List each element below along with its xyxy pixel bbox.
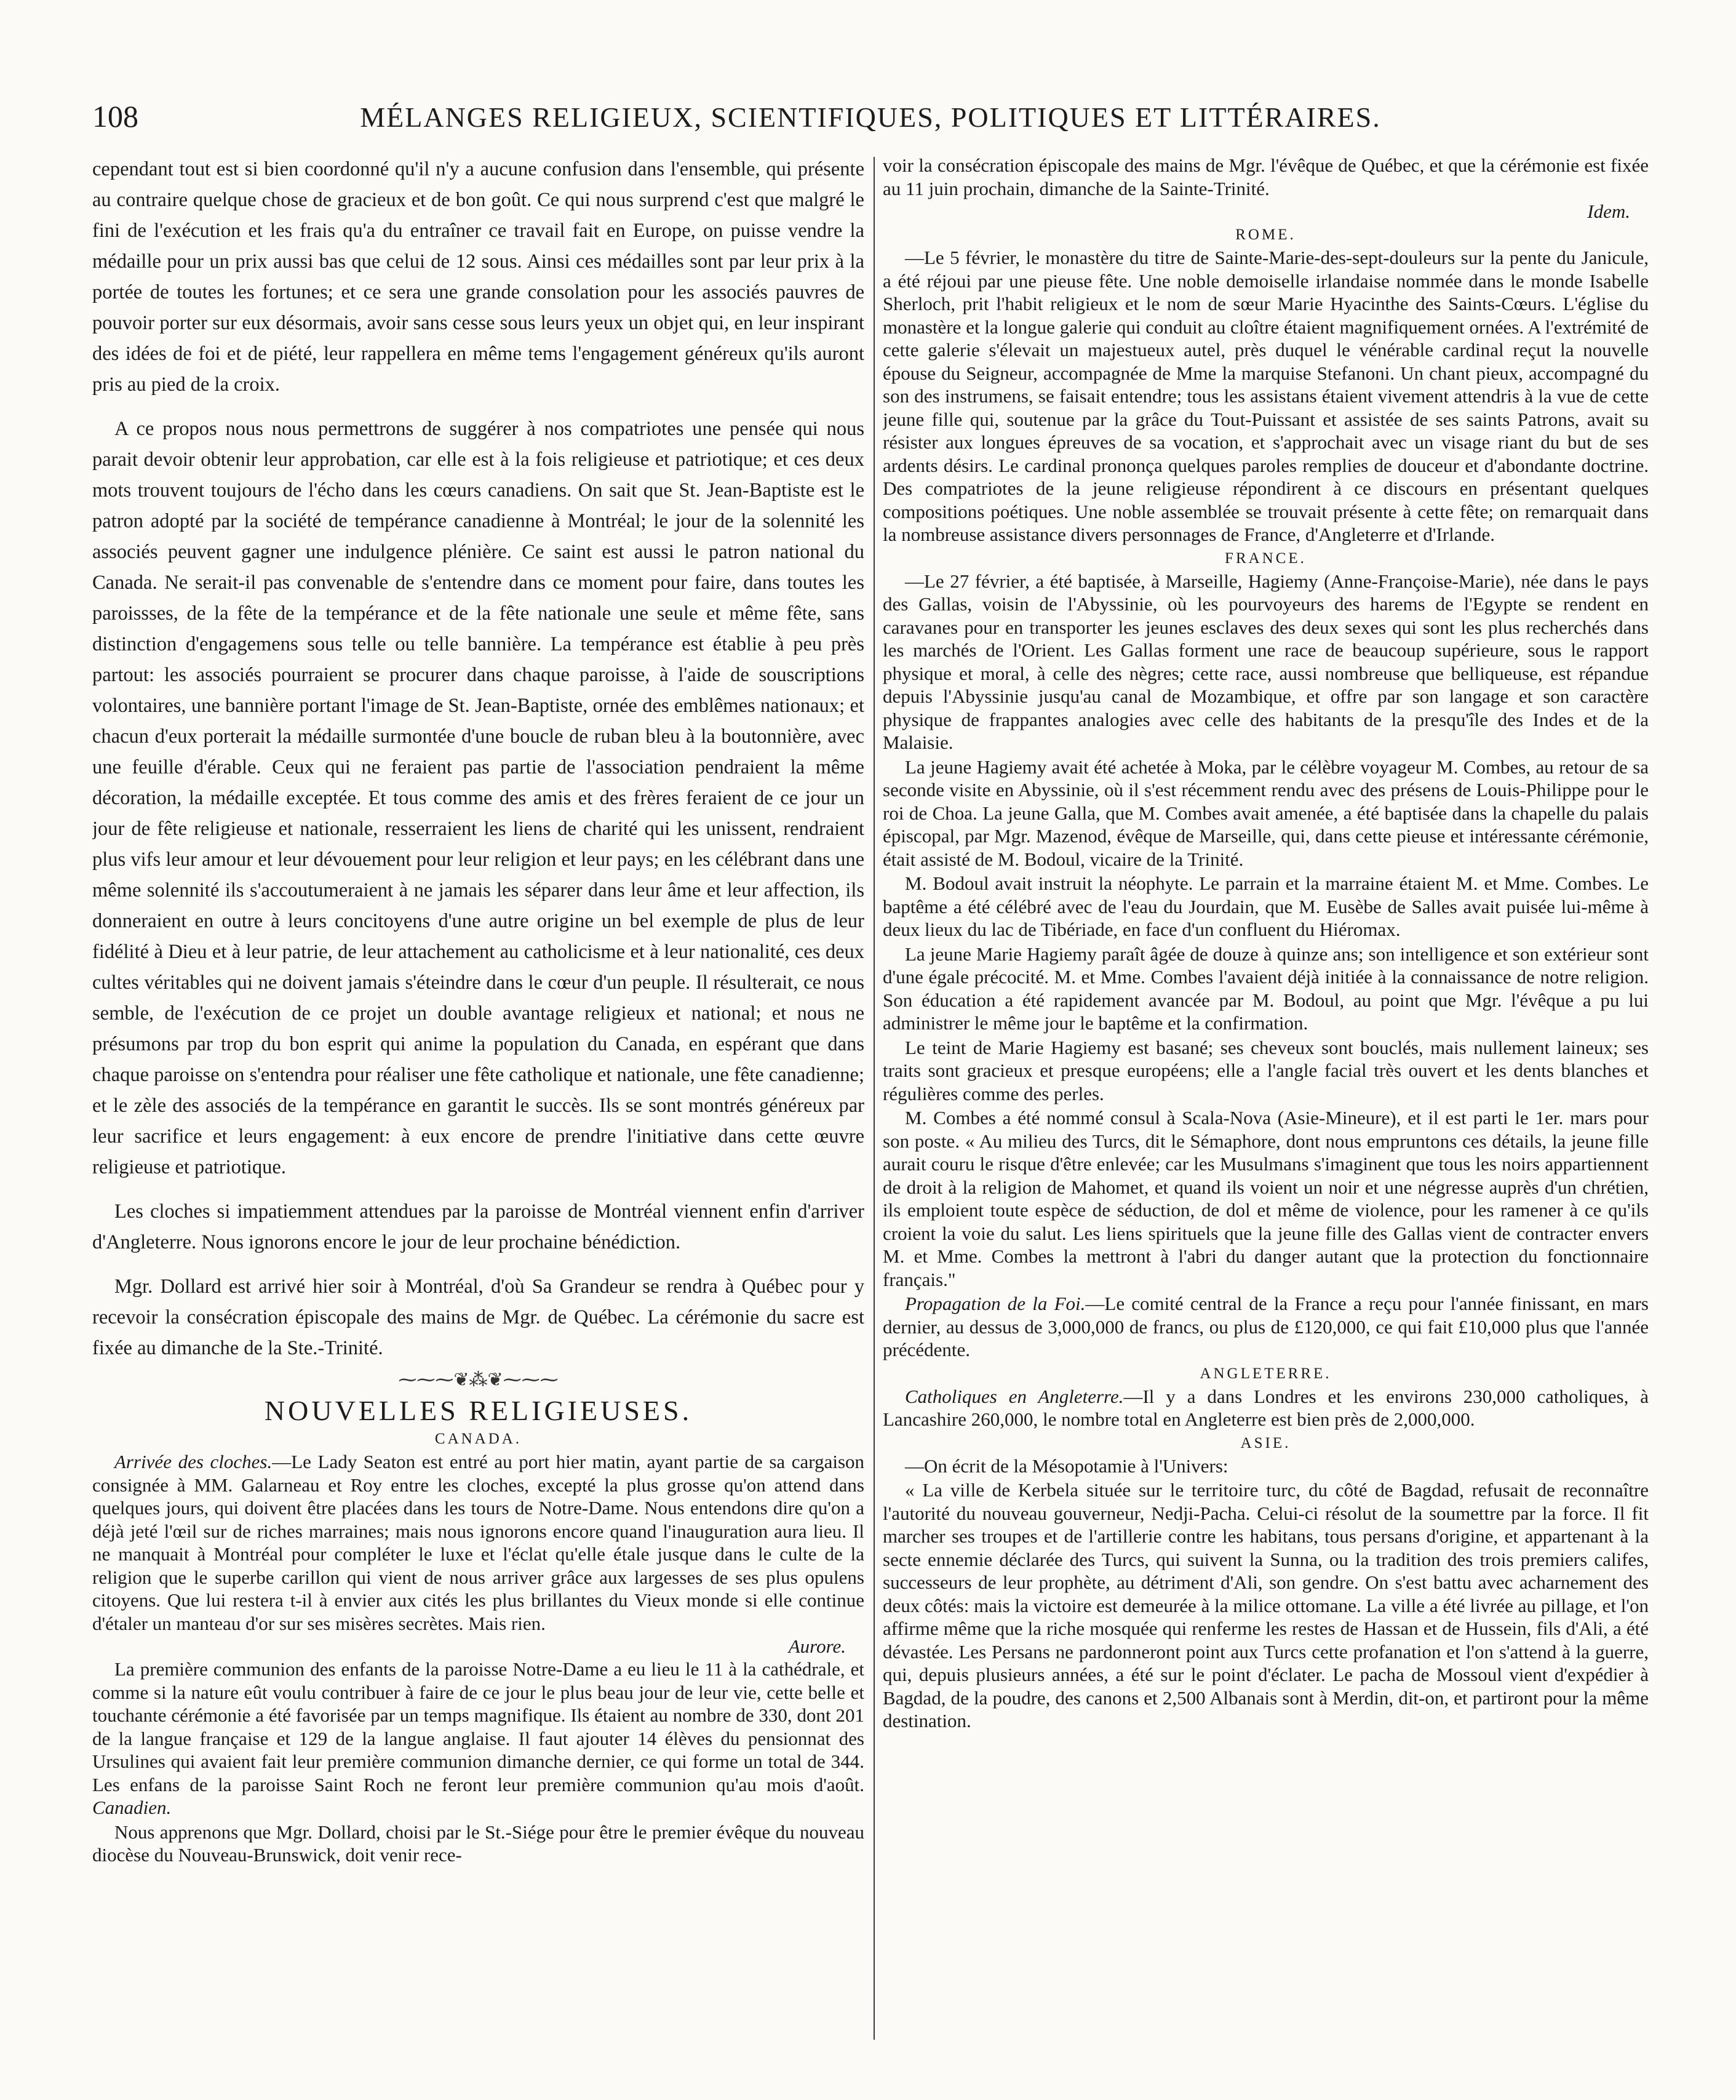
editorial-section — [92, 154, 864, 1363]
source-idem: Idem. — [1587, 201, 1630, 222]
left-column — [92, 154, 864, 2049]
section-title: NOUVELLES RELIGIEUSES. — [264, 1395, 693, 1426]
paragraph-cloches: Les cloches si impatiemment attendues par la paroisse de Montréal viennent enfin d'arriver d'Angleterre. Nous ignorons encore le jour de leur prochaine bénédiction. — [92, 1200, 864, 1253]
subhead-angleterre: ANGLETERRE. — [1200, 1365, 1332, 1382]
subhead-france: FRANCE. — [1225, 549, 1307, 567]
lead-angleterre: Catholiques en Angleterre. — [905, 1385, 1124, 1407]
column-rule — [874, 157, 875, 2040]
paragraph-arrivee-cloches — [92, 1450, 864, 1635]
source-canadien: Canadien. — [92, 1797, 172, 1818]
paragraph-france-combes: M. Combes a été nommé consul à Scala-Nova (Asie-Mineure), et il est parti le 1er. mars pour son poste. « Au milieu des Turcs, dit le Sémaphore, dont nous empruntons ces détails, la jeune fille aurait couru le risque d'être enlevée; car les Musulmans s'imaginent que tous les noirs appartiennent de droit à la religion de Mahomet, et quand ils voient un noir et une négresse auprès d'un chrétien, ils emploient toute espèce de séduction, de dol et même de violence, pour les ramener à ce qu'ils croient la voie du salut. Les liens spirituels que la jeune fille des Gallas vient de contracter envers M. et Mme. Combes la mettront à l'abri du danger autant que la protection du fonctionnaire français." — [883, 1107, 1649, 1290]
paragraph-continuation: voir la consécration épiscopale des mains de Mgr. l'évêque de Québec, et que la cérémonie est fixée au 11 juin prochain, dimanche de la Sainte-Trinité. — [883, 154, 1649, 199]
paragraph-dollard-diocese: Nous apprenons que Mgr. Dollard, choisi par le St.-Siége pour être le premier évêque du nouveau diocèse du Nouveau-Brunswick, doit venir rece- — [92, 1821, 864, 1866]
paragraph-france-baptism: —Le 27 février, a été baptisée, à Marseille, Hagiemy (Anne-Françoise-Marie), née dans le pays des Gallas, voisin de l'Abyssinie, où les pourvoyeurs des harems de l'Egypte se rendent en caravanes pour en transporter les jeunes esclaves des deux sexes qui sont les plus recherchés dans les marchés de l'Orient. Les Gallas forment une race de beaucoup supérieure, sous le rapport physique et moral, à celle des nègres; cette race, aussi nombreuse que belliqueuse, est répandue depuis l'Abyssinie jusqu'au canal de Mozambique, et offre par son langage et son caractère physique de frappantes analogies avec celle des habitants de la presqu'île des Indes et de la Malaisie. — [883, 570, 1649, 753]
paragraph-dollard-arrival: Mgr. Dollard est arrivé hier soir à Montréal, d'où Sa Grandeur se rendra à Québec pour y recevoir la consécration épiscopale des mains de Mgr. de Québec. La cérémonie du sacre est fixée au dimanche de la Ste.-Trinité. — [92, 1276, 864, 1359]
running-title: MÉLANGES RELIGIEUX, SCIENTIFIQUES, POLITIQUES ET LITTÉRAIRES. — [360, 102, 1381, 133]
paragraph-france-hagiemy: La jeune Hagiemy avait été achetée à Moka, par le célèbre voyageur M. Combes, au retour de sa seconde visite en Abyssinie, où il s'est récemment rendu avec des présens de Louis-Philippe pour le roi de Choa. La jeune Galla, que M. Combes avait amenée, a été baptisée dans la chapelle du palais épiscopal, par Mgr. Mazenod, évêque de Marseille, qui, dans cette pieuse et intéressante cérémonie, était assisté de M. Bodoul, vicaire de la Trinité. — [883, 756, 1649, 870]
paragraph-france-age: La jeune Marie Hagiemy paraît âgée de douze à quinze ans; son intelligence et son extérieur sont d'une égale précocité. M. et Mme. Combes l'avaient déjà initiée à la connaissance de notre religion. Son éducation a été rapidement avancée par M. Bodoul, au point que Mgr. l'évêque a pu lui administrer le même jour le baptême et la confirmation. — [883, 943, 1649, 1034]
paragraph-communion — [92, 1658, 864, 1819]
body-communion: La première communion des enfants de la paroisse Notre-Dame a eu lieu le 11 à la cathédrale, et comme si la nature eût voulu contribuer à faire de ce jour le plus beau jour de leur vie, cette belle et touchante cérémonie a été favorisée par un temps magnifique. Ils étaient au nombre de 330, dont 201 de la langue française et 129 de la langue anglaise. Il faut ajouter 14 élèves du pensionnat des Ursulines qui avaient fait leur première communion dimanche dernier, ce qui forme un total de 344. Les enfans de la paroisse Saint Roch ne feront leur première communion qu'au mois d'août. — [92, 1658, 864, 1795]
paragraph-france-teint: Le teint de Marie Hagiemy est basané; ses cheveux sont bouclés, mais nullement laineux; ses traits sont gracieux et presque européens; elle a l'angle facial très ouvert et les dents blanches et régulières comme des perles. — [883, 1036, 1649, 1104]
body-propagation: —Le comité central de la France a reçu pour l'année finissant, en mars dernier, au dessus de 3,000,000 de francs, ou plus de £120,000, ce qui fait £10,000 plus que l'année précédente. — [883, 1293, 1649, 1360]
ornament-divider: ⁓⁓⁓❦⁂❦⁓⁓⁓ — [398, 1370, 559, 1390]
paragraph-angleterre — [883, 1385, 1649, 1431]
subhead-canada: CANADA. — [434, 1431, 522, 1447]
subhead-asie: ASIE. — [1240, 1434, 1291, 1451]
body-arrivee-cloches: —Le Lady Seaton est entré au port hier matin, ayant partie de sa cargaison consignée à MM. Galarneau et Roy entre les cloches, excepté la plus grosse qu'on attend dans quelques jours, qui doivent être placées dans les tours de Notre-Dame. Nous entendons dire qu'on a déjà jeté l'œil sur de riches marraines; mais nous ignorons encore quand l'inauguration aura lieu. Il ne manquait à Montréal pour compléter le luxe et l'éclat qu'elle étale jusque dans le culte de la religion que le superbe carillon qui vient de nous arriver grâce aux largesses de ses plus opulens citoyens. Que lui restera t-il à envier aux cités les plus brillantes du Vieux monde si elle continue d'étaler un manteau d'or sur ses misères secrètes. Mais rien. — [92, 1451, 864, 1634]
subhead-rome: ROME. — [1235, 226, 1296, 243]
right-column — [883, 154, 1649, 2049]
lead-propagation: Propagation de la Foi. — [905, 1293, 1086, 1314]
paragraph-asie-intro: —On écrit de la Mésopotamie à l'Univers: — [905, 1455, 1228, 1477]
page-number: 108 — [92, 99, 138, 134]
paragraph-rome: —Le 5 février, le monastère du titre de Sainte-Marie-des-sept-douleurs sur la pente du Janicule, a été réjoui par une pieuse fête. Une noble demoiselle irlandaise nommée dans le monde Isabelle Sherloch, prit l'habit religieux et le nom de sœur Marie Hyacinthe des Saints-Cœurs. L'église du monastère et la longue galerie qui conduit au cloître étaient magnifiquement ornées. A l'extrémité de cette galerie s'élevait un majestueux autel, près duquel le vénérable cardinal reçut la nouvelle épouse du Seigneur, accompagnée de Mme la marquise Stefanoni. Un chant pieux, accompagné du son des instrumens, se faisait entendre; tous les assistans étaient vivement attendris à la vue de cette jeune fille qui, soutenue par la grâce du Tout-Puissant et assistée de ses saints Patrons, avait su résister aux longues épreuves de sa vocation, et s'approchait avec un visage riant du but de ses ardents désirs. Le cardinal prononça quelques paroles remplies de douceur et d'abondante doctrine. Des compatriotes de la jeune religieuse répondirent à ce discours en présentant quelques compositions poétiques. Une noble assemblée se trouvait présente à cette fête; on remarquait dans la nombreuse assistance divers personnages de France, d'Angleterre et d'Irlande. — [883, 247, 1649, 545]
page-header — [92, 98, 1649, 154]
paragraph-proposal: A ce propos nous nous permettrons de suggérer à nos compatriotes une pensée qui nous parait devoir obtenir leur approbation, car elle est à la fois religieuse et patriotique; et ces deux mots trouvent toujours de l'écho dans les cœurs canadiens. On sait que St. Jean-Baptiste est le patron adopté par la société de tempérance canadienne à Montréal; le jour de la solennité les associés peuvent gagner une indulgence plénière. Ce saint est aussi le patron national du Canada. Ne serait-il pas convenable de s'entendre dans ce moment pour faire, dans toutes les paroissses, de la fête de la tempérance et de la fête nationale une seule et même fête, sans distinction d'engagemens sous telle ou telle bannière. La tempérance est établie à peu près partout: les associés pourraient se procurer dans chaque paroisse, à l'aide de souscriptions volontaires, une bannière portant l'image de St. Jean-Baptiste, ornée des emblêmes nationaux; et chacun d'eux porterait la médaille surmontée d'une boucle de ruban bleu à la boutonnière, avec une feuille d'érable. Ceux qui ne feraient pas partie de l'association pendraient la même décoration, la médaille exceptée. Et tous comme des amis et des frères feraient de ce jour un jour de fête religieuse et nationale, resserraient les liens de charité qui les unissent, rendraient plus vifs leur amour et leur dévouement pour leur religion et leur pays; en les célébrant dans une même solennité ils s'accoutumeraient à ne jamais les séparer dans leur âme et leur affection, ils donneraient en outre à leurs concitoyens d'une autre origine un bel exemple de plus de leur fidélité à Dieu et à leur patrie, de leur attachement au catholicisme et à leur nationalité, ces deux cultes véritables qui ne doivent jamais s'éteindre dans le cœur d'un peuple. Il résulterait, ce nous semble, de l'exécution de ce projet un double avantage religieux et national; et nous ne présumons par trop du bon esprit qui anime la population du Canada, en espérant que dans chaque paroisse on s'entendra pour réaliser une fête catholique et nationale, une fête canadienne; et le zèle des associés de la tempérance en garantit le succès. Ils se sont montrés généreux par leur sacrifice et leurs engagement: à eux encore de prendre l'initiative dans cette œuvre religieuse et patriotique. — [92, 418, 864, 1178]
paragraph-medaille: cependant tout est si bien coordonné qu'il n'y a aucune confusion dans l'ensemble, qui présente au contraire quelque chose de gracieux et de bon goût. Ce qui nous surprend c'est que malgré le fini de l'exécution et les frais qu'a du entraîner ce travail fait en Europe, on puisse vendre la médaille pour un prix aussi bas que celui de 12 sous. Ainsi ces médailles sont par leur prix à la portée de toutes les fortunes; et ce sera une grande consolation pour les associés pauvres de pouvoir porter sur eux désormais, avoir sans cesse sous leurs yeux un objet qui, en leur inspirant des idées de foi et de piété, leur rappellera en même tems l'engagement généreux qu'ils auront pris au pied de la croix. — [92, 158, 864, 396]
source-aurore: Aurore. — [788, 1635, 846, 1657]
paragraph-france-bodoul: M. Bodoul avait instruit la néophyte. Le parrain et la marraine étaient M. et Mme. Combes. Le baptême a été célébré avec de l'eau du Jourdain, que M. Eusèbe de Salles avait puisée lui-même à deux lieux du lac de Tibériade, en face d'un confluent du Hiéromax. — [883, 872, 1649, 940]
paragraph-propagation — [883, 1292, 1649, 1362]
lead-arrivee-cloches: Arrivée des cloches. — [114, 1451, 273, 1472]
paragraph-asie: « La ville de Kerbela située sur le territoire turc, du côté de Bagdad, refusait de reconnaître l'autorité du nouveau gouverneur, Nedji-Pacha. Celui-ci résolut de la soumettre par la force. Il fit marcher ses troupes et de l'artillerie contre les habitans, tous persans d'origine, et appartenant à la secte ennemie déclarée des Turcs, qui suivent la Sunna, ou la tradition des trois premiers califes, successeurs de leur prophète, au détriment d'Ali, son gendre. On s'est battu avec acharnement des deux côtés: mais la victoire est demeurée à la milice ottomane. La ville a été livrée au pillage, et l'on affirme même que la riche mosquée qui renferme les restes de Hassan et de Hussein, fils d'Ali, a été dévastée. Les Persans ne pardonneront point aux Turcs cette profanation et l'on s'attend à la guerre, qui, depuis plusieurs années, a été sur le point d'éclater. Le pacha de Mossoul vient d'expédier à Bagdad, de la poudre, des canons et 2,500 Albanais sont à Merdin, dit-on, et partiront pour la même destination. — [883, 1479, 1649, 1731]
canada-news — [92, 1450, 864, 1867]
body-angleterre: —Il y a dans Londres et les environs 230,000 catholiques, à Lancashire 260,000, le nombre total en Angleterre est bien près de 2,000,000. — [883, 1385, 1649, 1430]
